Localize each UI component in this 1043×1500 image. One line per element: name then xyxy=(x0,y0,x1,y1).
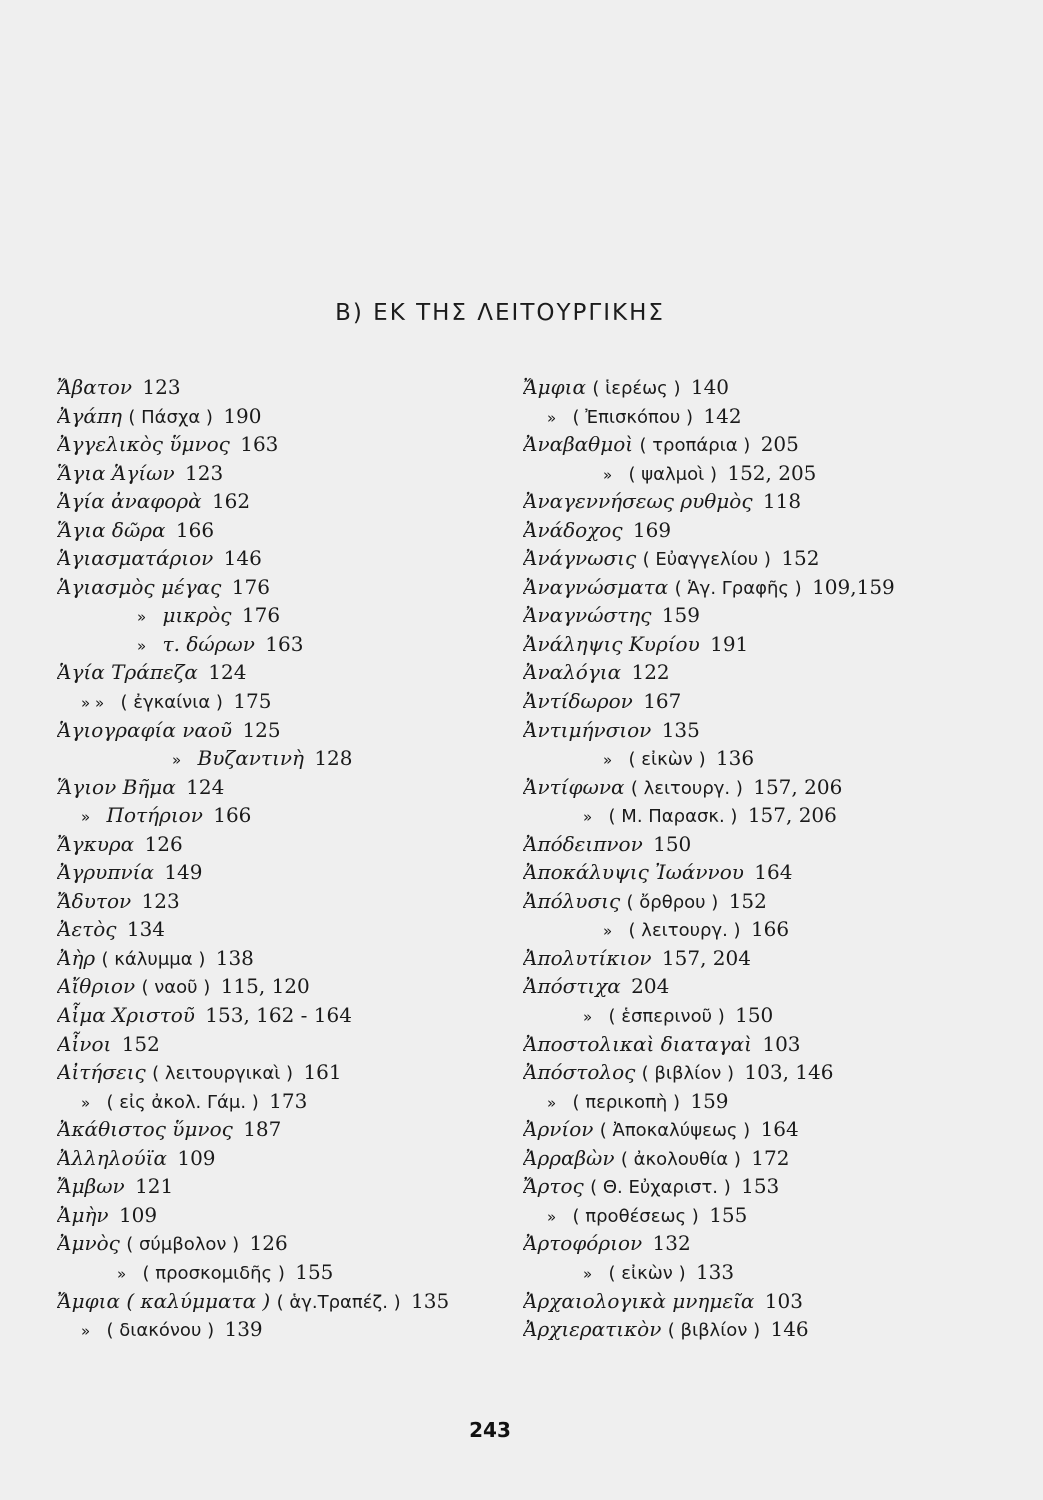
ditto-mark: » xyxy=(81,1322,91,1341)
entry-pages: 122 xyxy=(631,660,670,685)
entry-term: Ἄβατον xyxy=(57,375,133,399)
entry-term: Ἅγια δῶρα xyxy=(57,517,166,542)
entry-term: Ἀπόστιχα xyxy=(523,974,621,999)
index-entry xyxy=(523,516,1023,545)
entry-pages: 163 xyxy=(265,631,304,656)
entry-pages: 126 xyxy=(144,831,183,856)
index-entry xyxy=(57,1144,497,1173)
ditto-mark: » xyxy=(547,1207,557,1226)
entry-term: Ἁγία Τράπεζα xyxy=(57,660,198,685)
entry-qualifier: ( λειτουργ. ) xyxy=(630,777,743,799)
entry-pages: 153, 162 - 164 xyxy=(205,1003,352,1028)
entry-term: Ἀπόδειπνον xyxy=(523,831,643,856)
entry-term: Ἀναβαθμοὶ xyxy=(523,432,634,457)
index-entry xyxy=(57,544,497,573)
entry-term: Ἅγιον Βῆμα xyxy=(57,774,176,799)
entry-pages: 124 xyxy=(208,660,247,685)
entry-qualifier: ( διακόνου ) xyxy=(106,1320,215,1342)
ditto-mark: » xyxy=(603,751,613,770)
ditto-mark: » xyxy=(81,808,91,827)
entry-qualifier: ( ὄρθρου ) xyxy=(626,891,719,913)
entry-pages: 162 xyxy=(211,489,251,514)
entry-term: Αἶνοι xyxy=(57,1031,112,1056)
entry-pages: 167 xyxy=(643,689,682,714)
index-entry xyxy=(57,1172,497,1201)
entry-pages: 152, 205 xyxy=(727,460,817,485)
index-entry xyxy=(523,459,1023,488)
entry-qualifier: ( σύμβολον ) xyxy=(126,1234,240,1256)
entry-term: Ἀλληλούϊα xyxy=(57,1145,167,1170)
index-entry xyxy=(57,1001,497,1030)
entry-qualifier: ( Εὐαγγελίου ) xyxy=(642,549,771,571)
entry-term: Ἀναλόγια xyxy=(523,660,622,685)
entry-term: Ἀντιμήνσιον xyxy=(523,717,652,742)
entry-pages: 103 xyxy=(764,1288,803,1313)
index-entry xyxy=(523,373,1023,402)
entry-pages: 121 xyxy=(135,1174,174,1199)
entry-pages: 157, 206 xyxy=(747,803,837,828)
index-entry xyxy=(57,658,497,687)
entry-qualifier: ( προσκομιδῆς ) xyxy=(142,1262,285,1284)
entry-qualifier: ( Ἁγ. Γραφῆς ) xyxy=(674,577,802,599)
index-entry xyxy=(57,716,497,745)
entry-pages: 187 xyxy=(243,1117,282,1142)
index-entry xyxy=(57,430,497,459)
index-entry xyxy=(523,1058,1023,1087)
entry-term: Ἀγγελικὸς ὕμνος xyxy=(57,432,230,457)
ditto-mark: » » xyxy=(81,694,105,713)
index-entry xyxy=(523,744,1023,773)
entry-pages: 176 xyxy=(241,603,281,628)
index-entry xyxy=(57,1058,497,1087)
index-entry xyxy=(57,801,497,830)
entry-term: Ἀναγεννήσεως ρυθμὸς xyxy=(523,489,753,514)
entry-pages: 176 xyxy=(231,574,270,599)
entry-qualifier: ( ψαλμοὶ ) xyxy=(628,463,717,485)
entry-term: Ἀρραβὼν xyxy=(523,1145,615,1170)
entry-pages: 146 xyxy=(770,1317,809,1342)
index-entry xyxy=(57,1287,497,1316)
ditto-mark: » xyxy=(81,1093,91,1112)
entry-term: Ἁγιασμὸς μέγας xyxy=(57,574,222,599)
index-entry xyxy=(523,1115,1023,1144)
index-entry xyxy=(57,373,497,402)
ditto-mark: » xyxy=(583,1008,593,1027)
entry-term: Ἄγκυρα xyxy=(57,831,135,856)
entry-pages: 118 xyxy=(762,489,802,514)
index-entry xyxy=(523,487,1023,516)
index-entry xyxy=(523,716,1023,745)
index-entry xyxy=(523,915,1023,944)
entry-pages: 103, 146 xyxy=(744,1060,834,1085)
entry-term: Ἀποστολικαὶ διαταγαὶ xyxy=(523,1031,752,1056)
index-entry xyxy=(57,1030,497,1059)
entry-pages: 123 xyxy=(185,460,224,485)
ditto-mark: » xyxy=(603,922,613,941)
index-entry xyxy=(57,944,497,973)
entry-pages: 157, 204 xyxy=(661,945,751,970)
entry-term: Ἀνάγνωσις xyxy=(523,546,637,571)
index-entry xyxy=(57,487,497,516)
entry-pages: 166 xyxy=(213,803,252,828)
index-entry xyxy=(523,830,1023,859)
ditto-mark: » xyxy=(172,751,182,770)
entry-pages: 109,159 xyxy=(812,574,895,599)
index-column-right xyxy=(523,373,1023,1344)
entry-qualifier: ( κάλυμμα ) xyxy=(101,948,206,970)
entry-qualifier: ( ἱερέως ) xyxy=(592,378,681,399)
entry-pages: 109 xyxy=(118,1202,158,1227)
entry-term: Ἀποκάλυψις Ἰωάννου xyxy=(523,860,744,885)
entry-qualifier: ( εἰς ἀκολ. Γάμ. ) xyxy=(106,1091,259,1113)
entry-term: Ἀνάληψις Κυρίου xyxy=(523,631,700,656)
entry-pages: 135 xyxy=(661,717,700,742)
index-entry xyxy=(57,630,497,659)
entry-term: Ἀναγνώστης xyxy=(523,603,652,628)
entry-qualifier: ( βιβλίον ) xyxy=(641,1063,735,1085)
entry-term: Ἄρτος xyxy=(523,1174,584,1199)
entry-term: Ἀμὴν xyxy=(57,1202,109,1227)
entry-term: Ἁγία ἀναφορὰ xyxy=(57,489,202,514)
entry-pages: 155 xyxy=(709,1202,748,1227)
index-entry xyxy=(57,1087,497,1116)
entry-pages: 149 xyxy=(164,860,203,885)
entry-pages: 153 xyxy=(741,1174,780,1199)
entry-pages: 128 xyxy=(314,746,353,771)
index-entry xyxy=(523,1315,1023,1344)
index-entry xyxy=(523,1201,1023,1230)
entry-pages: 133 xyxy=(695,1259,735,1284)
entry-qualifier: ( Θ. Εὐχαριστ. ) xyxy=(590,1177,731,1199)
entry-term: Ἀρτοφόριον xyxy=(523,1231,643,1256)
index-entry xyxy=(523,801,1023,830)
entry-term: Ἀπόλυσις xyxy=(523,888,621,913)
ditto-mark: » xyxy=(137,636,147,655)
entry-term: Ἀετὸς xyxy=(57,917,117,942)
ditto-mark: » xyxy=(547,1093,557,1112)
index-entry xyxy=(523,773,1023,802)
entry-qualifier: ( βιβλίον ) xyxy=(667,1320,761,1342)
entry-pages: 135 xyxy=(411,1288,450,1313)
entry-term: Ἀρχαιολογικὰ μνημεῖα xyxy=(523,1288,755,1313)
entry-term: Ἀνάδοχος xyxy=(523,517,623,542)
entry-term: μικρὸς xyxy=(162,603,232,628)
entry-pages: 150 xyxy=(735,1003,774,1028)
entry-term: τ. δώρων xyxy=(162,631,255,656)
index-entry xyxy=(57,687,497,716)
ditto-mark: » xyxy=(583,808,593,827)
page-number: 243 xyxy=(469,1418,511,1442)
index-entry xyxy=(523,1001,1023,1030)
index-column-left xyxy=(57,373,497,1344)
ditto-mark: » xyxy=(603,465,613,484)
index-entry xyxy=(523,544,1023,573)
index-entry xyxy=(523,402,1023,431)
ditto-mark: » xyxy=(547,408,557,427)
entry-term: Ἀρχιερατικὸν xyxy=(523,1317,662,1342)
entry-pages: 159 xyxy=(690,1088,729,1113)
index-entry xyxy=(57,830,497,859)
entry-pages: 152 xyxy=(728,888,767,913)
entry-pages: 138 xyxy=(215,945,254,970)
index-entry xyxy=(57,402,497,431)
entry-qualifier: ( λειτουργ. ) xyxy=(628,920,741,942)
entry-pages: 205 xyxy=(760,432,799,457)
entry-pages: 124 xyxy=(186,774,225,799)
entry-term: Ἀρνίον xyxy=(523,1117,594,1142)
entry-pages: 146 xyxy=(223,546,262,571)
entry-term: Ἀπόστολος xyxy=(523,1060,636,1085)
index-entry xyxy=(523,573,1023,602)
entry-pages: 164 xyxy=(754,860,793,885)
entry-pages: 150 xyxy=(653,831,692,856)
entry-qualifier: ( ἐγκαίνια ) xyxy=(120,692,223,714)
entry-qualifier: ( ἀκολουθία ) xyxy=(620,1148,741,1170)
index-entry xyxy=(57,1201,497,1230)
index-entry xyxy=(523,972,1023,1001)
entry-pages: 175 xyxy=(233,689,272,714)
entry-qualifier: ( περικοπὴ ) xyxy=(572,1091,680,1113)
index-entry xyxy=(523,1229,1023,1258)
section-title: B) ΕΚ ΤΗΣ ΛΕΙΤΟΥΡΓΙΚΗΣ xyxy=(335,300,665,326)
entry-pages: 103 xyxy=(762,1031,801,1056)
index-entry xyxy=(523,1030,1023,1059)
entry-qualifier: ( Μ. Παρασκ. ) xyxy=(608,806,738,828)
entry-qualifier: ( εἰκὼν ) xyxy=(608,1262,686,1284)
index-entry xyxy=(57,601,497,630)
entry-pages: 157, 206 xyxy=(753,774,843,799)
entry-pages: 139 xyxy=(224,1317,263,1342)
entry-term: Ἄμφια xyxy=(523,375,587,399)
entry-pages: 134 xyxy=(126,917,166,942)
index-entry xyxy=(57,459,497,488)
index-entry xyxy=(523,1258,1023,1287)
entry-pages: 155 xyxy=(295,1259,334,1284)
entry-pages: 123 xyxy=(141,888,180,913)
entry-pages: 142 xyxy=(703,403,742,428)
entry-pages: 152 xyxy=(781,546,820,571)
entry-term: Αἰτήσεις xyxy=(57,1060,146,1085)
index-entry xyxy=(57,1229,497,1258)
index-entry xyxy=(523,858,1023,887)
entry-pages: 152 xyxy=(121,1031,160,1056)
index-entry xyxy=(57,915,497,944)
entry-term: Ἀντίφωνα xyxy=(523,774,625,799)
entry-pages: 190 xyxy=(223,403,262,428)
ditto-mark: » xyxy=(137,608,147,627)
entry-pages: 166 xyxy=(175,517,215,542)
entry-pages: 126 xyxy=(249,1231,288,1256)
ditto-mark: » xyxy=(583,1264,593,1283)
entry-term: Αἷμα Χριστοῦ xyxy=(57,1003,195,1028)
entry-pages: 125 xyxy=(242,717,281,742)
entry-term: Ἄδυτον xyxy=(57,888,132,913)
index-entry xyxy=(523,601,1023,630)
entry-qualifier: ( ἁγ.Τραπέζ. ) xyxy=(276,1291,401,1313)
index-entry xyxy=(57,1315,497,1344)
ditto-mark: » xyxy=(117,1264,127,1283)
entry-term: Ἀμνὸς xyxy=(57,1231,120,1256)
entry-qualifier: ( τροπάρια ) xyxy=(639,435,751,457)
entry-term: Ἄμβων xyxy=(57,1174,125,1199)
entry-term: Ποτήριον xyxy=(106,803,203,828)
index-entry xyxy=(523,658,1023,687)
entry-term: Ἁγιασματάριον xyxy=(57,546,214,571)
entry-pages: 159 xyxy=(661,603,700,628)
index-entry xyxy=(57,516,497,545)
entry-qualifier: ( Ἐπισκόπου ) xyxy=(572,406,694,428)
entry-term: Ἀγάπη xyxy=(57,403,123,428)
entry-pages: 204 xyxy=(631,974,670,999)
index-entry xyxy=(523,1172,1023,1201)
index-entry xyxy=(523,687,1023,716)
entry-term: Ἀκάθιστος ὕμνος xyxy=(57,1117,233,1142)
index-entry xyxy=(57,887,497,916)
index-entry xyxy=(57,773,497,802)
entry-pages: 169 xyxy=(632,517,672,542)
entry-qualifier: ( ναοῦ ) xyxy=(141,977,211,999)
entry-term: Ἀντίδωρον xyxy=(523,689,633,714)
index-entry xyxy=(523,1144,1023,1173)
index-entry xyxy=(523,887,1023,916)
entry-term: Ἀγρυπνία xyxy=(57,860,154,885)
entry-pages: 136 xyxy=(715,746,755,771)
entry-qualifier: ( εἰκὼν ) xyxy=(628,749,706,771)
entry-pages: 191 xyxy=(710,631,749,656)
entry-term: Ἄμφια ( καλύμματα ) xyxy=(57,1288,271,1313)
entry-qualifier: ( Ἀποκαλύψεως ) xyxy=(599,1120,751,1142)
entry-pages: 166 xyxy=(750,917,790,942)
index-entry xyxy=(57,1115,497,1144)
index-entry xyxy=(57,744,497,773)
entry-term: Ἀναγνώσματα xyxy=(523,574,669,599)
entry-term: Ἁγιογραφία ναοῦ xyxy=(57,717,233,742)
entry-qualifier: ( λειτουργικαὶ ) xyxy=(152,1063,294,1085)
entry-pages: 140 xyxy=(690,375,730,399)
entry-term: Βυζαντινὴ xyxy=(197,746,304,771)
index-entry xyxy=(523,944,1023,973)
entry-pages: 109 xyxy=(177,1145,216,1170)
entry-qualifier: ( Πάσχα ) xyxy=(128,406,213,428)
index-entry xyxy=(523,1287,1023,1316)
entry-term: Ἀπολυτίκιον xyxy=(523,945,652,970)
entry-pages: 172 xyxy=(751,1145,790,1170)
entry-qualifier: ( ἑσπερινοῦ ) xyxy=(608,1006,725,1028)
entry-term: Ἅγια Ἁγίων xyxy=(57,460,175,485)
index-entry xyxy=(57,858,497,887)
entry-pages: 132 xyxy=(652,1231,691,1256)
index-entry xyxy=(523,630,1023,659)
entry-pages: 163 xyxy=(240,432,279,457)
entry-pages: 115, 120 xyxy=(220,974,310,999)
entry-pages: 164 xyxy=(760,1117,799,1142)
entry-pages: 123 xyxy=(142,375,181,399)
entry-term: Ἀὴρ xyxy=(57,945,96,970)
index-entry xyxy=(523,430,1023,459)
entry-qualifier: ( προθέσεως ) xyxy=(572,1205,699,1227)
index-entry xyxy=(523,1087,1023,1116)
entry-term: Αἴθριον xyxy=(57,974,136,999)
index-entry xyxy=(57,972,497,1001)
index-entry xyxy=(57,1258,497,1287)
entry-pages: 161 xyxy=(303,1060,342,1085)
index-entry xyxy=(57,573,497,602)
entry-pages: 173 xyxy=(269,1088,308,1113)
